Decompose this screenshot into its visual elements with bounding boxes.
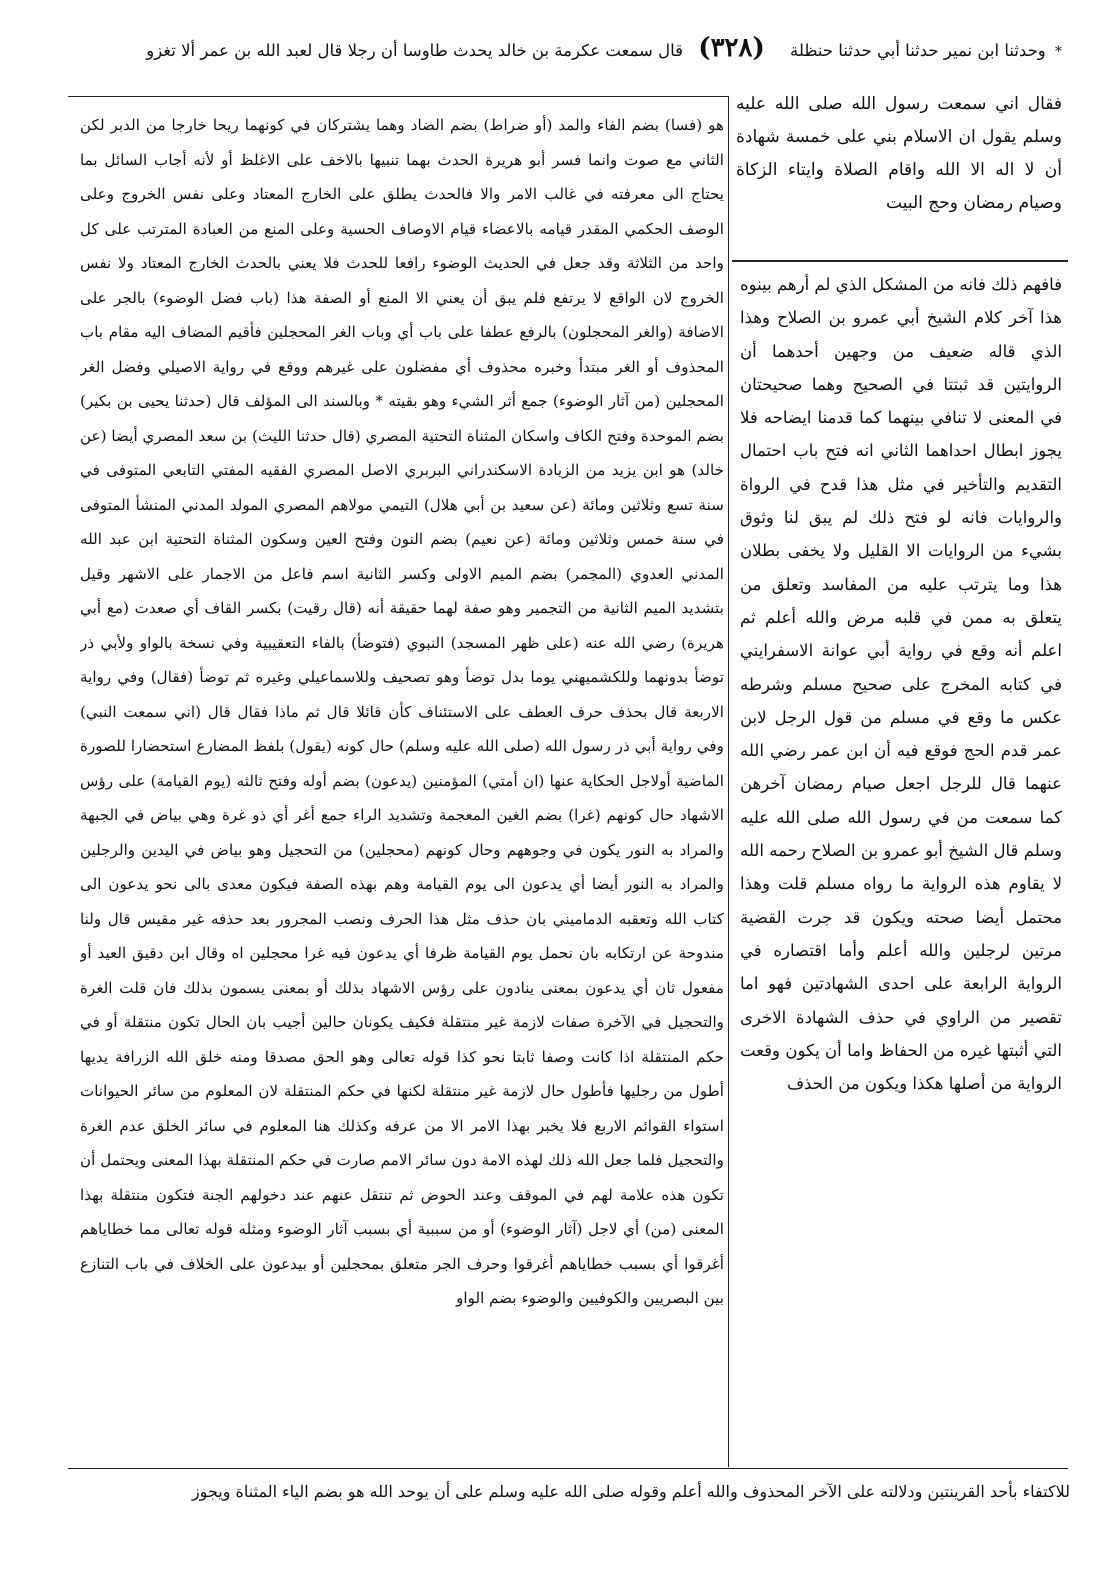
side-commentary: فافهم ذلك فانه من المشكل الذي لم أرهم بينوه هذا آخر كلام الشيخ أبي عمرو بن الصلاح وهذا الذي قاله ضعيف من وجهين أحدهما أن الروايتين قد ثبتتا في الصحيح وهما صحيحتان في المعنى لا تنافي بينهما كما قدمنا ايضاحه فلا يجوز ابطال احداهما الثاني انه فتح باب احتمال التقديم والتأخير في مثل هذا قدح في الرواة والروايات فانه لو فتح ذلك لم يبق لنا وثوق بشيء من الروايات الا القليل ولا يخفى بطلان هذا وما يترتب عليه من المفاسد وتعلق من يتعلق به ممن في قلبه مرض والله أعلم ثم اعلم أنه وقع في رواية أبي عوانة الاسفرايني في كتابه المخرج على صحيح مسلم وشرطه عكس ما وقع في مسلم من قول الرجل لابن عمر قدم الحج فوقع فيه أن ابن عمر رضي الله عنهما قال للرجل اجعل صيام رمضان آخرهن كما سمعت من في رسول الله صلى الله عليه وسلم قال الشيخ أبو عمرو بن الصلاح رحمه الله لا يقاوم هذه الرواية ما رواه مسلم قلت وهذا محتمل أيضا صحته ويكون قد جرت القضية مرتين لرجلين والله أعلم وأما اقتصاره في الرواية الرابعة على احدى الشهادتين فهو اما تقصير من الراوي في حذف الشهادة الاخرى التي أثبتها غيره من الحفاظ واما أن يكون وقعت الرواية من أصلها هكذا ويكون من الحذف [740, 275, 1062, 1094]
side-divider [732, 260, 1068, 262]
main-commentary [80, 108, 724, 1468]
footer-divider [68, 1468, 1068, 1469]
main-commentary-text: هو (فسا) بضم الفاء والمد (أو ضراط) بضم الضاد وهما يشتركان في كونهما ريحا خارجا من الدبر لكن الثاني مع صوت وانما فسر أبو هريرة الحدث بهما تنبيها بالاخف على الاغلظ أو لأنه أجاب السائل بما يحتاج الى معرفته في غالب الامر والا فالحدث يطلق على الخارج المعتاد وعلى نفس الخروج وعلى الوصف الحكمي المقدر قيامه بالاعضاء قيام الاوصاف الحسية وعلى المنع من العبادة المترتب على كل واحد من الثلاثة وقد جعل في الحديث الوضوء رافعا للحدث فلا يعني بالحدث الخارج المعتاد ولا نفس الخروج لان الواقع لا يرتفع فلم يبق أن يعني الا المنع أو الصفة هذا (باب فضل الوضوء) بالجر على الاضافة (والغر المحجلون) بالرفع عطفا على باب أي وباب الغر المحجلين فأقيم المضاف اليه مقام باب المحذوف أو الغر مبتدأ وخبره محذوف أي مفضلون على غيرهم ووقع في رواية الاصيلي وفضل الغر المحجلين (من آثار الوضوء) جمع أثر الشيء وهو بقيته * وبالسند الى المؤلف قال (حدثنا يحيى بن بكير) بضم الموحدة وفتح الكاف واسكان المثناة التحتية المصري (قال حدثنا الليث) بن سعد المصري أيضا (عن خالد) هو ابن يزيد من الزيادة الاسكندراني البربري الاصل المصري الفقيه المفتي التابعي المتوفى في سنة تسع وثلاثين ومائة (عن سعيد بن أبي هلال) التيمي مولاهم المصري المولد المدني المنشأ المتوفى في سنة خمس وثلاثين ومائة (عن نعيم) بضم النون وفتح العين وسكون المثناة التحتية ابن عبد الله المدني العدوي (المجمر) بضم الميم الاولى وكسر الثانية اسم فاعل من الاجمار على الاشهر وقيل بتشديد الميم الثانية من التجمير وهو صفة لهما حقيقة أنه (قال رقيت) بكسر القاف أي صعدت (مع أبي هريرة) رضي الله عنه (على ظهر المسجد) النبوي (فتوضأ) بالفاء التعقيبية وفي نسخة بالواو ولأبي ذر توضأ بدونهما وللكشميهني يوما بدل توضأ وهو تصحيف وللاسماعيلي وغيره ثم توضأ (فقال) وفي رواية الاربعة قال بحذف حرف العطف على الاستئناف كأن قائلا قال ثم ماذا فقال قال (اني سمعت النبي) وفي رواية أبي ذر رسول الله (صلى الله عليه وسلم) حال كونه (يقول) بلفظ المضارع استحضارا للصورة الماضية أولاجل الحكاية عنها (ان أمتي) المؤمنين (يدعون) بضم أوله وفتح ثالثه (يوم القيامة) على رؤس الاشهاد حال كونهم (غرا) بضم الغين المعجمة وتشديد الراء جمع أغر أي ذو غرة وهي بياض في الجبهة والمراد به النور يكون في وجوههم وحال كونهم (محجلين) من التحجيل وهو بياض في اليدين والرجلين والمراد به النور أيضا أي يدعون الى يوم القيامة وهم بهذه الصفة فيكون معدى بالى نحو يدعون الى كتاب الله وتعقبه الدماميني بان حذف مثل هذا الحرف ونصب المجرور بعد حذفه غير مقيس قال ولنا مندوحة عن ارتكابه بان نحمل يوم القيامة ظرفا أي يدعون فيه غرا محجلين اه وقال ابن دقيق العيد أو مفعول ثان أي يدعون بمعنى ينادون على رؤس الاشهاد بذلك أو بمعنى يسمون بذلك فان قلت الغرة والتحجيل في الآخرة صفات لازمة غير منتقلة فكيف يكونان حالين أجيب بان الحال تكون منتقلة أو في حكم المنتقلة اذا كانت وصفا ثابتا نحو كذا قوله تعالى وهو الحق مصدقا ومنه خلق الله الزرافة يديها أطول من رجليها فأطول حال لازمة غير منتقلة لكنها في حكم المنتقلة لان المعلوم من سائر الحيوانات استواء القوائم الاربع فلا يخبر بهذا الامر الا من عرفه وكذلك هنا المعلوم في سائر الخلق عدم الغرة والتحجيل فلما جعل الله ذلك لهذه الامة دون سائر الامم صارت في حكم المنتقلة بهذا المعنى ويحتمل أن تكون هذه علامة لهم في الموقف وعند الحوض ثم تنتقل عنهم عند دخولهم الجنة فتكون منتقلة بهذا المعنى (من) أي لاجل (آثار الوضوء) أو من سببية أي بسبب آثار الوضوء ومثله قوله تعالى مما خطاياهم أغرقوا أي بسبب خطاياهم أغرقوا وحرف الجر متعلق بمحجلين أو بيدعون على الخلاف في باب التنازع بين البصريين والكوفيين والوضوء بضم الواو [80, 116, 724, 1307]
page-number: (٣٢٨) [698, 33, 765, 63]
header-left-text: قال سمعت عكرمة بن خالد يحدث طاوسا أن رجلا قال لعبد الله بن عمر ألا تغزو [146, 41, 683, 60]
header-star: * [1055, 44, 1062, 60]
header-right-text: وحدثنا ابن نمير حدثنا أبي حدثنا حنظلة [790, 41, 1046, 60]
running-header [30, 26, 1070, 96]
side-hadith-text: فقال اني سمعت رسول الله صلى الله عليه وسلم يقول ان الاسلام بني على خمسة شهادة أن لا اله الا الله واقام الصلاة وايتاء الزكاة وصيام رمضان وحج البيت [736, 94, 1062, 213]
footer-line: للاكتفاء بأحد القرينتين ودلالته على الآخر المحذوف والله أعلم وقوله صلى الله عليه وسلم على أن يوحد الله هو بضم الياء المثناة ويجوز [191, 1482, 1070, 1501]
header-line [34, 30, 1062, 66]
